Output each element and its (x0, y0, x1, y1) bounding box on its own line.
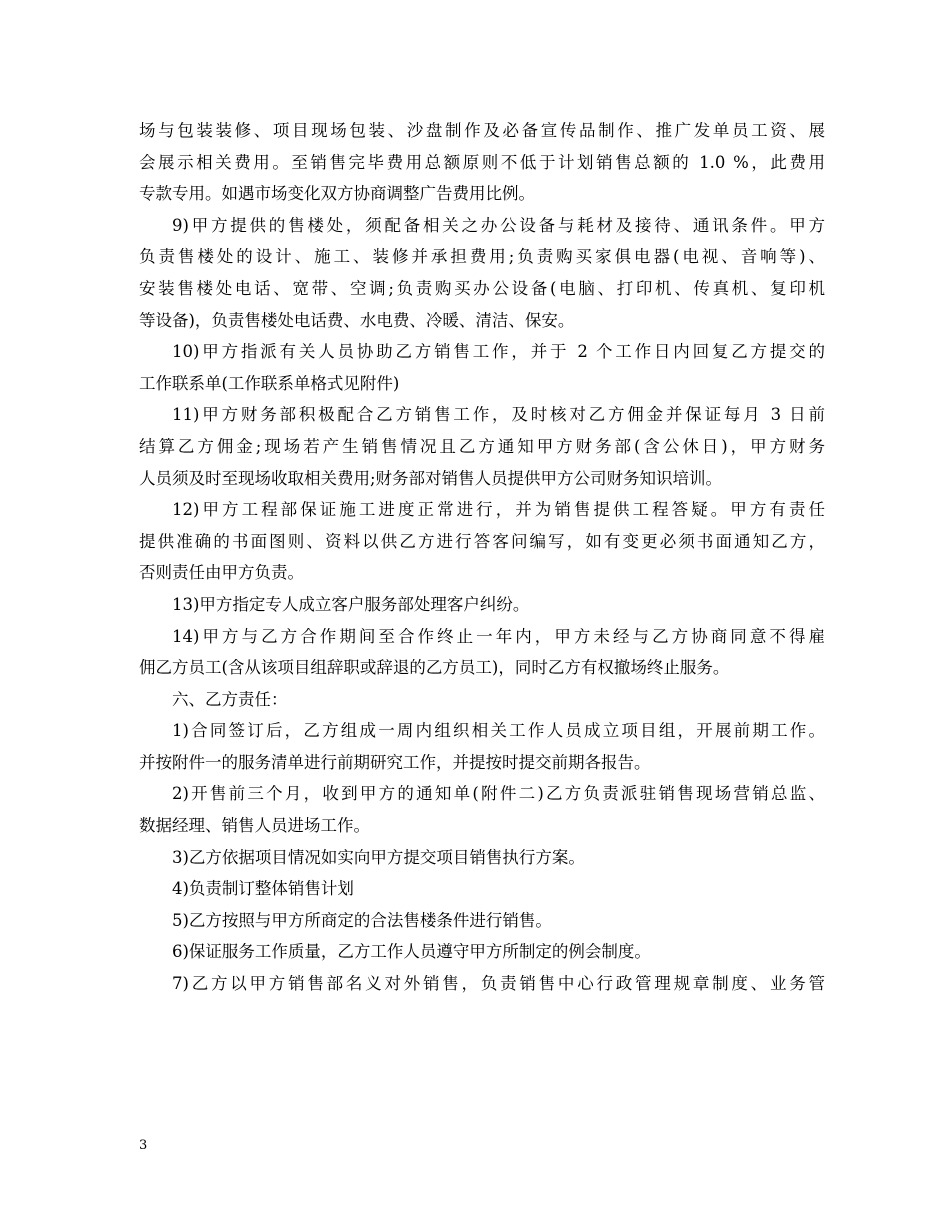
text-line: 13)甲方指定专人成立客户服务部处理客户纠纷。 (172, 594, 530, 614)
text-line: 7)乙方以甲方销售部名义对外销售，负责销售中心行政管理规章制度、业务管 (172, 974, 825, 994)
text-line: 会展示相关费用。至销售完毕费用总额原则不低于计划销售总额的 1.0 %，此费用 (139, 152, 825, 172)
page-number: 3 (139, 1138, 148, 1153)
text-line: 否则责任由甲方负责。 (139, 563, 304, 583)
text-line: 结算乙方佣金;现场若产生销售情况且乙方通知甲方财务部(含公休日)，甲方财务 (139, 436, 825, 456)
text-line: 负责售楼处的设计、施工、装修并承担费用;负责购买家俱电器(电视、音响等)、 (139, 247, 825, 267)
text-line: 1)合同签订后，乙方组成一周内组织相关工作人员成立项目组，开展前期工作。 (172, 721, 825, 741)
text-line: 2)开售前三个月，收到甲方的通知单(附件二)乙方负责派驻销售现场营销总监、 (172, 784, 825, 804)
text-line: 六、乙方责任： (172, 689, 288, 709)
text-line: 并按附件一的服务清单进行前期研究工作，并提按时提交前期各报告。 (139, 752, 651, 772)
text-line: 工作联系单(工作联系单格式见附件) (139, 373, 400, 393)
text-line: 6)保证服务工作质量，乙方工作人员遵守甲方所制定的例会制度。 (172, 942, 651, 962)
text-line: 4)负责制订整体销售计划 (172, 879, 354, 899)
text-line: 数据经理、销售人员进场工作。 (139, 816, 370, 836)
text-line: 等设备)，负责售楼处电话费、水电费、冷暖、清洁、保安。 (139, 310, 575, 330)
text-line: 12)甲方工程部保证施工进度正常进行，并为销售提供工程答疑。甲方有责任 (172, 500, 825, 520)
text-line: 专款专用。如遇市场变化双方协商调整广告费用比例。 (139, 184, 535, 204)
text-line: 安装售楼处电话、宽带、空调;负责购买办公设备(电脑、打印机、传真机、复印机 (139, 278, 825, 298)
contract-body-text (139, 115, 825, 1000)
text-line: 14)甲方与乙方合作期间至合作终止一年内，甲方未经与乙方协商同意不得雇 (172, 626, 825, 646)
text-line: 提供准确的书面图则、资料以供乙方进行答客问编写，如有变更必须书面通知乙方， (139, 531, 825, 551)
text-line: 佣乙方员工(含从该项目组辞职或辞退的乙方员工)，同时乙方有权撤场终止服务。 (139, 658, 730, 678)
text-line: 9)甲方提供的售楼处，须配备相关之办公设备与耗材及接待、通讯条件。甲方 (172, 215, 825, 235)
text-line: 场与包装装修、项目现场包装、沙盘制作及必备宣传品制作、推广发单员工资、展 (139, 121, 825, 140)
text-line: 11)甲方财务部积极配合乙方销售工作，及时核对乙方佣金并保证每月 3 日前 (172, 405, 825, 425)
text-line: 人员须及时至现场收取相关费用;财务部对销售人员提供甲方公司财务知识培训。 (139, 468, 723, 488)
text-line: 5)乙方按照与甲方所商定的合法售楼条件进行销售。 (172, 910, 552, 930)
text-line: 3)乙方依据项目情况如实向甲方提交项目销售执行方案。 (172, 847, 585, 867)
text-line: 10)甲方指派有关人员协助乙方销售工作，并于 2 个工作日内回复乙方提交的 (172, 342, 825, 362)
